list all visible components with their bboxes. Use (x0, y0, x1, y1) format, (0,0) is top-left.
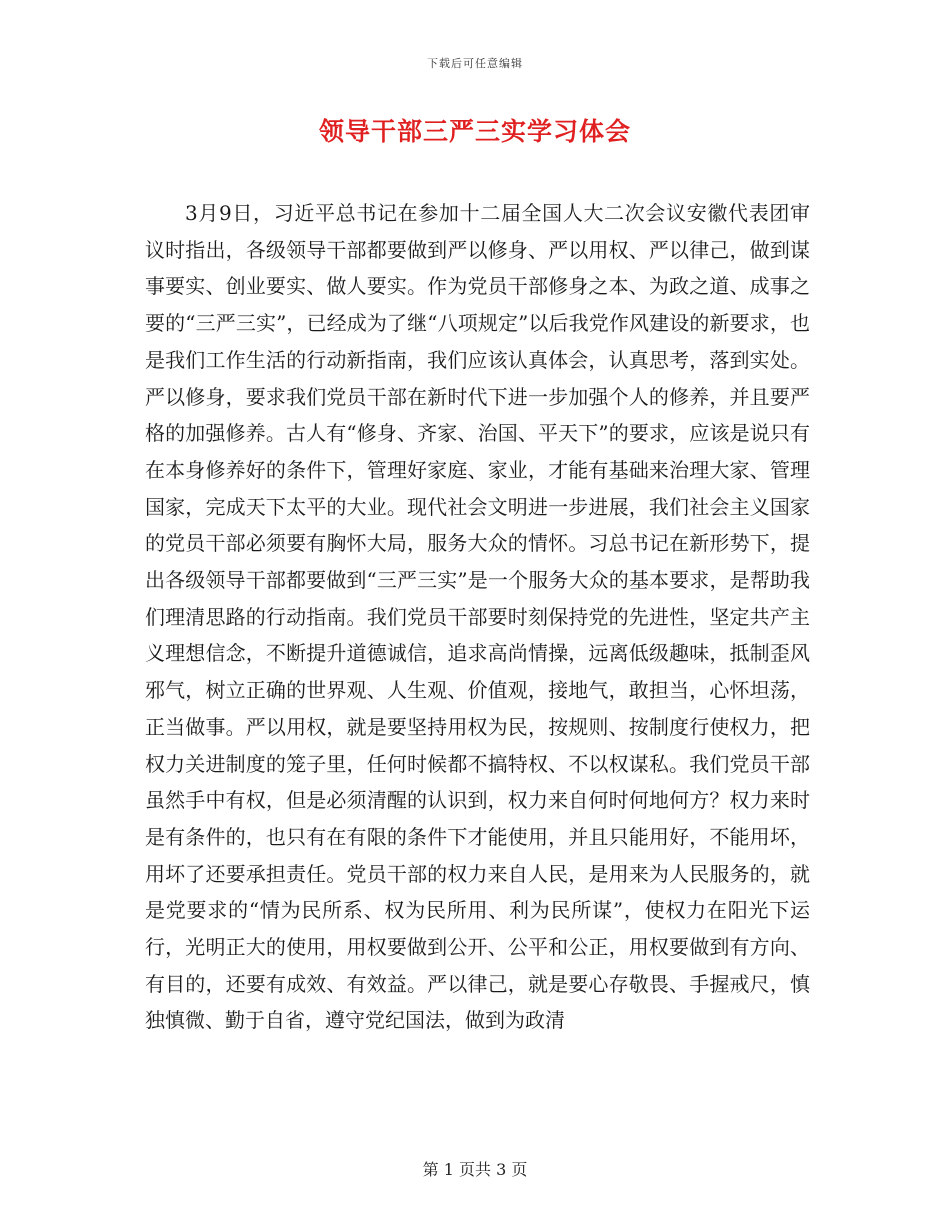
header-note: 下载后可任意编辑 (427, 57, 523, 70)
body-paragraph: 3月9日，习近平总书记在参加十二届全国人大二次会议安徽代表团审议时指出，各级领导干部都要做到严以修身、严以用权、严以律己，做到谋事要实、创业要实、做人要实。作为党员干部修身之本、为政之道、成事之要的“三严三实”，已经成为了继“八项规定”以后我党作风建设的新要求，也是我们工作生活的行动新指南，我们应该认真体会，认真思考，落到实处。严以修身，要求我们党员干部在新时代下进一步加强个人的修养，并且要严格的加强修养。古人有“修身、齐家、治国、平天下”的要求，应该是说只有在本身修养好的条件下，管理好家庭、家业，才能有基础来治理大家、管理国家，完成天下太平的大业。现代社会文明进一步进展，我们社会主义国家的党员干部必须要有胸怀大局，服务大众的情怀。习总书记在新形势下，提出各级领导干部都要做到“三严三实”是一个服务大众的基本要求，是帮助我们理清思路的行动指南。我们党员干部要时刻保持党的先进性，坚定共产主义理想信念，不断提升道德诚信，追求高尚情操，远离低级趣味，抵制歪风邪气，树立正确的世界观、人生观、价值观，接地气，敢担当，心怀坦荡，正当做事。严以用权，就是要坚持用权为民，按规则、按制度行使权力，把权力关进制度的笼子里，任何时候都不搞特权、不以权谋私。我们党员干部虽然手中有权，但是必须清醒的认识到，权力来自何时何地何方？权力来时是有条件的，也只有在有限的条件下才能使用，并且只能用好，不能用坏，用坏了还要承担责任。党员干部的权力来自人民，是用来为人民服务的，就是党要求的“情为民所系、权为民所用、利为民所谋”，使权力在阳光下运行，光明正大的使用，用权要做到公开、公平和公正，用权要做到有方向、有目的，还要有成效、有效益。严以律己，就是要心存敬畏、手握戒尺，慎独慎微、勤于自省，遵守党纪国法，做到为政清 (145, 201, 810, 1033)
page-footer: 第 1 页共 3 页 (422, 1160, 528, 1179)
document-title: 领导干部三严三实学习体会 (318, 117, 631, 146)
